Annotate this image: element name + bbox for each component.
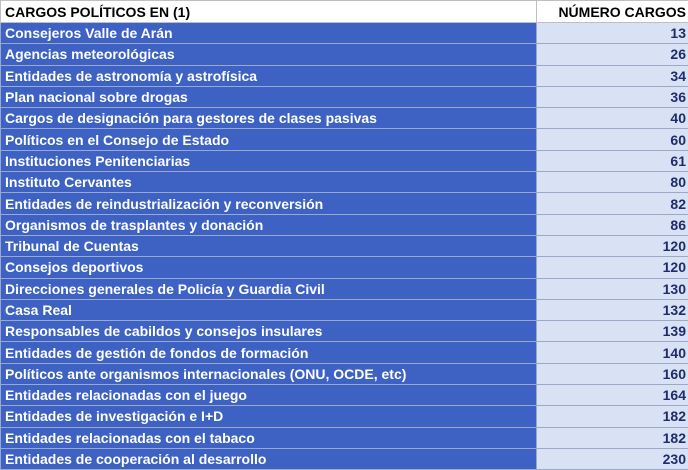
row-name-cell[interactable]: Entidades relacionadas con el tabaco	[1, 427, 537, 448]
row-name-cell[interactable]: Responsables de cabildos y consejos insulares	[1, 321, 537, 342]
table-row	[1, 363, 688, 384]
row-count-cell[interactable]: 120	[537, 235, 688, 256]
row-name-cell[interactable]: Instituto Cervantes	[1, 172, 537, 193]
row-count-cell[interactable]: 182	[537, 427, 688, 448]
row-name-cell[interactable]: Entidades relacionadas con el juego	[1, 385, 537, 406]
row-count-cell[interactable]: 26	[537, 44, 688, 65]
row-name-cell[interactable]: Consejos deportivos	[1, 257, 537, 278]
row-count-cell[interactable]: 80	[537, 172, 688, 193]
table-row	[1, 86, 688, 107]
table-row	[1, 321, 688, 342]
row-name-cell[interactable]: Políticos ante organismos internacionales (ONU, OCDE, etc)	[1, 363, 537, 384]
table-row	[1, 65, 688, 86]
row-count-cell[interactable]: 164	[537, 385, 688, 406]
table-row	[1, 427, 688, 448]
row-name-cell[interactable]: Entidades de gestión de fondos de formación	[1, 342, 537, 363]
row-count-cell[interactable]: 86	[537, 214, 688, 235]
table-row	[1, 214, 688, 235]
row-count-cell[interactable]: 139	[537, 321, 688, 342]
row-name-cell[interactable]: Casa Real	[1, 299, 537, 320]
row-count-cell[interactable]: 130	[537, 278, 688, 299]
table-row	[1, 342, 688, 363]
table-row	[1, 108, 688, 129]
row-name-cell[interactable]: Direcciones generales de Policía y Guardia Civil	[1, 278, 537, 299]
row-count-cell[interactable]: 13	[537, 23, 688, 44]
row-name-cell[interactable]: Políticos en el Consejo de Estado	[1, 129, 537, 150]
table-row	[1, 278, 688, 299]
row-count-cell[interactable]: 182	[537, 406, 688, 427]
row-count-cell[interactable]: 140	[537, 342, 688, 363]
header-row	[1, 1, 688, 23]
row-count-cell[interactable]: 40	[537, 108, 688, 129]
row-count-cell[interactable]: 61	[537, 150, 688, 171]
row-count-cell[interactable]: 60	[537, 129, 688, 150]
table-row	[1, 172, 688, 193]
table-row	[1, 193, 688, 214]
table-row	[1, 299, 688, 320]
row-count-cell[interactable]: 230	[537, 448, 688, 469]
row-name-cell[interactable]: Agencias meteorológicas	[1, 44, 537, 65]
table-row	[1, 129, 688, 150]
table-row	[1, 235, 688, 256]
header-name[interactable]: CARGOS POLÍTICOS EN (1)	[1, 1, 537, 23]
row-count-cell[interactable]: 36	[537, 86, 688, 107]
row-count-cell[interactable]: 82	[537, 193, 688, 214]
row-name-cell[interactable]: Organismos de trasplantes y donación	[1, 214, 537, 235]
table-row	[1, 257, 688, 278]
row-count-cell[interactable]: 132	[537, 299, 688, 320]
row-count-cell[interactable]: 120	[537, 257, 688, 278]
row-name-cell[interactable]: Cargos de designación para gestores de clases pasivas	[1, 108, 537, 129]
table-row	[1, 44, 688, 65]
table-row	[1, 23, 688, 44]
row-name-cell[interactable]: Entidades de investigación e I+D	[1, 406, 537, 427]
table-row	[1, 150, 688, 171]
header-count[interactable]: NÚMERO CARGOS	[537, 1, 688, 23]
row-name-cell[interactable]: Plan nacional sobre drogas	[1, 86, 537, 107]
row-name-cell[interactable]: Tribunal de Cuentas	[1, 235, 537, 256]
row-name-cell[interactable]: Entidades de cooperación al desarrollo	[1, 448, 537, 469]
table-row	[1, 406, 688, 427]
table-row	[1, 385, 688, 406]
row-name-cell[interactable]: Consejeros Valle de Arán	[1, 23, 537, 44]
row-count-cell[interactable]: 34	[537, 65, 688, 86]
row-name-cell[interactable]: Entidades de reindustrialización y reconversión	[1, 193, 537, 214]
table-row	[1, 448, 688, 469]
row-name-cell[interactable]: Entidades de astronomía y astrofísica	[1, 65, 537, 86]
row-name-cell[interactable]: Instituciones Penitenciarias	[1, 150, 537, 171]
row-count-cell[interactable]: 160	[537, 363, 688, 384]
